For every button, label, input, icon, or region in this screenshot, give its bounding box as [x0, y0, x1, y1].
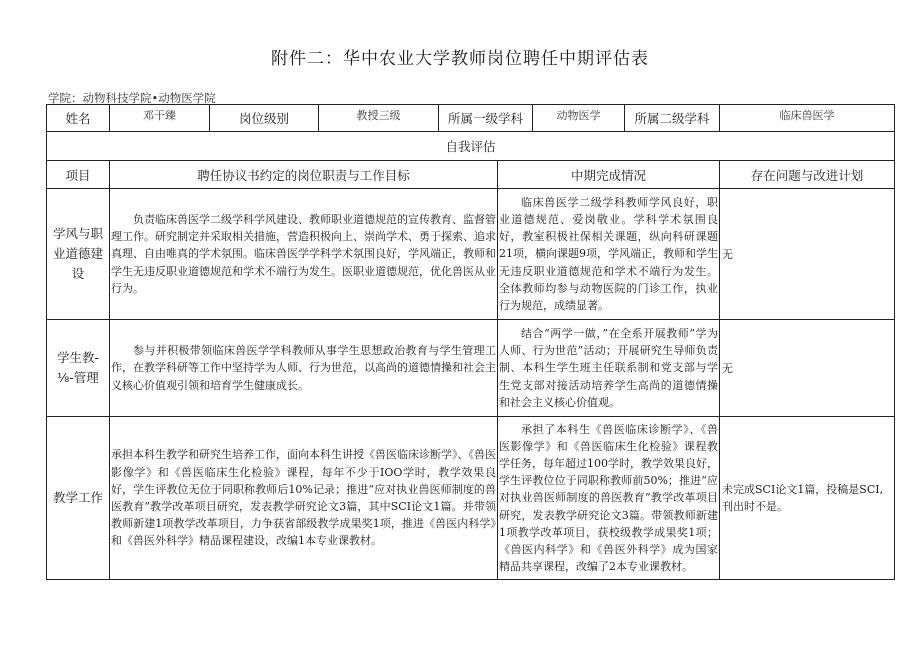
- duties-cell: 参与并积极带领临床兽医学学科教师从事学生思想政治教育与学生管理工作，在教学科研等工作中坚持学为人师、行为世范，以高尚的道德情操和社会主义核心价值观引领和培育学生健康成长。: [110, 320, 498, 417]
- duties-cell: 负责临床兽医学二级学科学风建设、教师职业道德规范的宣传教育、监督管理工作。研究制定并采取相关措施，营造积极向上、崇尚学术、勇于探索、追求真理、自由唯真的学术氛围。临床兽医学学科学术氛围良好，学风端正，教师和学生无违反职业道德规范和学术不端行为发生。医职业道德规范，优化兽医从业行为。: [110, 189, 498, 320]
- issues-cell: 未完成SCI论文1篇，投稿是SCI,刊出时不是。: [720, 417, 895, 580]
- column-header-row: [47, 161, 895, 189]
- table-row: [47, 417, 895, 580]
- level-value: 教授三级: [319, 105, 439, 132]
- issues-cell: 无: [720, 320, 895, 417]
- discipline1-label: 所属一级学科: [439, 105, 533, 132]
- col-duties: 聘任协议书约定的岗位职责与工作目标: [110, 161, 498, 189]
- duties-cell: 承担本科生教学和研究生培养工作，面向本科生讲授《兽医临床诊断学》、《兽医影像学》和《兽医临床生化检验》课程，每年不少于IOO学时，教学效果良好，学生评教位无位于同职称教师后10%记录；推进“应对执业兽医师制度的兽医教育”教学改革项目研究，发表教学研究论文3篇，其中SCI论文1篇。并带领教师新建1项教学改革项目，力争获省部级教学成果奖1项，推进《兽医内科学》和《兽医外科学》精品课程建设，改编1本专业课教材。: [110, 417, 498, 580]
- issues-cell: 无: [720, 189, 895, 320]
- section-title: 自我评估: [47, 132, 895, 161]
- progress-cell: 临床兽医学二级学科教师学风良好，职业道德规范、爱岗敬业。学科学术氛围良好，教室积极社保相关课题，纵向科研课题21项，横向课题9项，学风端正，教师和学生无违反职业道德规范和学术不端行为发生。全体教师均参与动物医院的门诊工作，执业行为规范，成绩显著。: [498, 189, 720, 320]
- discipline2-value: 临床兽医学: [720, 105, 895, 132]
- discipline2-label: 所属二级学科: [625, 105, 720, 132]
- table-row: [47, 189, 895, 320]
- discipline1-value: 动物医学: [533, 105, 625, 132]
- col-progress: 中期完成情况: [498, 161, 720, 189]
- college-line: 学院：动物科技学院•动物医学院: [48, 91, 216, 105]
- name-value: 邓干臻: [110, 105, 210, 132]
- row-label: 教学工作: [47, 417, 110, 580]
- section-row: [47, 132, 895, 161]
- name-label: 姓名: [47, 105, 110, 132]
- progress-cell: 承担了本科生《兽医临床诊断学》、《兽医影像学》和《兽医临床生化检验》课程教学任务，每年超过100学时，教学效果良好，学生评教位位于同职称教师前50%；推进“应对执业兽医师制度的兽医教育”教学改革项目研究，发表教学研究论文3篇。带领教师新建1项教学改革项目，获校级教学成果奖1项；《兽医内科学》和《兽医外科学》成为国家精品共享课程，改编了2本专业课教材。: [498, 417, 720, 580]
- col-issues: 存在问题与改进计划: [720, 161, 895, 189]
- document-title: 附件二：华中农业大学教师岗位聘任中期评估表: [271, 49, 649, 69]
- table-row: [47, 320, 895, 417]
- progress-cell: 结合“两学一做，”在全系开展教师”学为人师、行为世范”活动；开展研究生导师负责制、本科生学生班主任联系制和党支部与学生党支部对接活动培养学生高尚的道德情操和社会主义核心价值观。: [498, 320, 720, 417]
- level-label: 岗位级别: [210, 105, 319, 132]
- row-label: 学风与职业道德建设: [47, 189, 110, 320]
- evaluation-table: [46, 104, 895, 580]
- header-row: [47, 105, 895, 132]
- col-item: 项目: [47, 161, 110, 189]
- row-label: 学生教-⅛-管理: [47, 320, 110, 417]
